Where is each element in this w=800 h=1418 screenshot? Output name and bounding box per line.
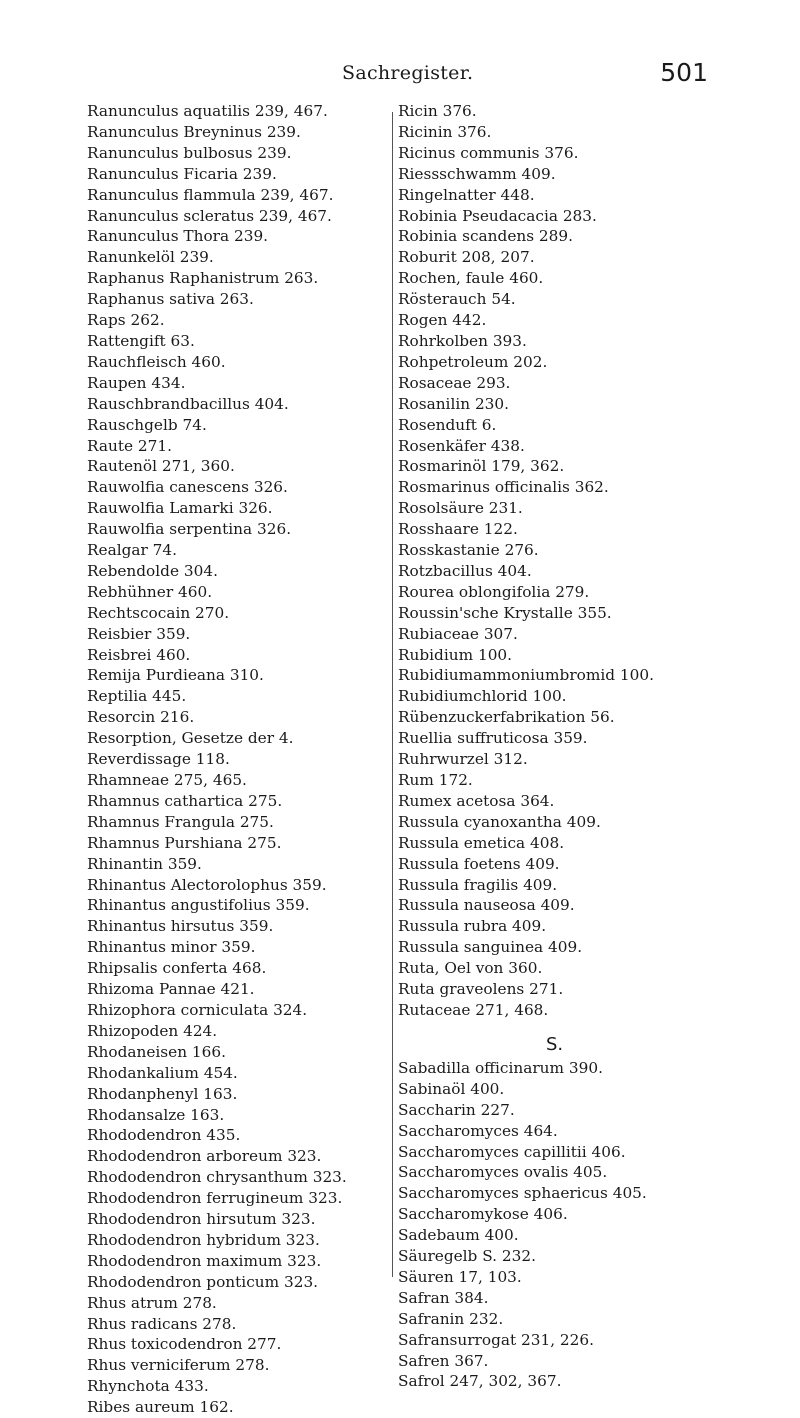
index-entry: Sabinaöl 400.	[398, 1079, 505, 1098]
index-entry: Rhinantus hirsutus 359.	[87, 917, 274, 936]
index-entry: Rhus radicans 278.	[87, 1314, 237, 1333]
index-entry: Reisbier 359.	[87, 624, 191, 643]
index-entry: Rhamnus Frangula 275.	[87, 812, 274, 831]
index-entry: Rumex acetosa 364.	[398, 791, 555, 810]
index-entry: Rosaceae 293.	[398, 373, 511, 392]
index-entry: Rattengift 63.	[87, 331, 195, 350]
index-entry: Roussin'sche Krystalle 355.	[398, 603, 612, 622]
index-entry: Rosenduft 6.	[398, 415, 497, 434]
index-entry: Safren 367.	[398, 1351, 489, 1370]
index-entry: Rösterauch 54.	[398, 290, 516, 309]
index-entry: Rhizopoden 424.	[87, 1021, 218, 1040]
index-entry: Roburit 208, 207.	[398, 248, 535, 267]
index-entry: Raute 271.	[87, 436, 172, 455]
index-entry: Rhododendron chrysanthum 323.	[87, 1168, 347, 1187]
index-entry: Rohrkolben 393.	[398, 331, 527, 350]
index-entry: Ruta graveolens 271.	[398, 980, 564, 999]
index-entry: Säuren 17, 103.	[398, 1267, 522, 1286]
index-entry: Rhododendron hirsutum 323.	[87, 1210, 316, 1229]
index-entry: Rhinantus minor 359.	[87, 938, 256, 957]
index-entry: Raphanus sativa 263.	[87, 290, 254, 309]
index-entry: Reisbrei 460.	[87, 645, 191, 664]
index-entry: Raps 262.	[87, 311, 165, 330]
index-entry: Rhinantus Alectorolophus 359.	[87, 875, 327, 894]
index-entry: Ranunculus aquatilis 239, 467.	[87, 102, 328, 120]
index-entry: Reptilia 445.	[87, 687, 187, 706]
index-entry: Saccharomyces sphaericus 405.	[398, 1184, 647, 1203]
index-entry: Rauschbrandbacillus 404.	[87, 394, 289, 413]
index-entry: Ranunculus Thora 239.	[87, 227, 269, 246]
index-entry: Ruta, Oel von 360.	[398, 959, 543, 978]
index-entry: Russula foetens 409.	[398, 854, 560, 873]
index-entry: Rhus toxicodendron 277.	[87, 1335, 282, 1354]
index-entry: Rhynchota 433.	[87, 1377, 209, 1396]
index-entry: Saccharomyces capillitii 406.	[398, 1142, 626, 1161]
index-entry: Rosmarinus officinalis 362.	[398, 478, 609, 497]
index-entry: Rubidiumchlorid 100.	[398, 687, 567, 706]
index-entry: Resorption, Gesetze der 4.	[87, 729, 294, 748]
index-entry: Sabadilla officinarum 390.	[398, 1058, 603, 1077]
index-entry: Reverdissage 118.	[87, 750, 230, 769]
index-entry: Saccharomyces ovalis 405.	[398, 1163, 608, 1182]
index-entry: Robinia Pseudacacia 283.	[398, 206, 597, 225]
index-entry: Ranunculus bulbosus 239.	[87, 143, 292, 162]
index-entry: Rebhühner 460.	[87, 582, 213, 601]
index-entry: Rourea oblongifolia 279.	[398, 582, 590, 601]
index-entry: Rum 172.	[398, 771, 473, 789]
index-entry: Rotzbacillus 404.	[398, 561, 532, 580]
index-entry: Riessschwamm 409.	[398, 164, 556, 183]
index-entry: Russula emetica 408.	[398, 833, 565, 852]
running-head	[0, 60, 800, 90]
index-entry: Safrol 247, 302, 367.	[398, 1372, 562, 1391]
index-entry: Safran 384.	[398, 1288, 489, 1307]
index-entry: Raupen 434.	[87, 373, 186, 392]
index-entry: Ricin 376.	[398, 102, 477, 120]
index-column-left	[87, 101, 387, 1418]
index-entry: Ruhrwurzel 312.	[398, 750, 528, 769]
index-entry: Rhododendron ponticum 323.	[87, 1272, 319, 1291]
index-entry: Rhus verniciferum 278.	[87, 1356, 270, 1375]
index-entry: Remija Purdieana 310.	[87, 666, 264, 685]
index-entry: Rhizophora corniculata 324.	[87, 1000, 308, 1019]
index-entry: Rhodanphenyl 163.	[87, 1084, 238, 1103]
index-entry: Rubidium 100.	[398, 645, 513, 664]
index-entry: Rhinantus angustifolius 359.	[87, 896, 310, 915]
index-entry: Saccharomykose 406.	[398, 1205, 568, 1224]
index-entry: Rosmarinöl 179, 362.	[398, 457, 565, 476]
index-entry: Ricinin 376.	[398, 122, 492, 141]
index-entry: Rubidiumammoniumbromid 100.	[398, 666, 654, 685]
index-entry: Rhus atrum 278.	[87, 1293, 217, 1312]
index-entry: Raphanus Raphanistrum 263.	[87, 269, 319, 288]
section-heading-s: S.	[546, 1033, 564, 1055]
index-entry: Safransurrogat 231, 226.	[398, 1330, 594, 1349]
index-entry: Rhododendron ferrugineum 323.	[87, 1189, 343, 1208]
index-entry: Rubiaceae 307.	[398, 624, 518, 643]
index-entry: Russula sanguinea 409.	[398, 938, 583, 957]
index-entry: Rautenöl 271, 360.	[87, 457, 235, 476]
index-entry: Rosolsäure 231.	[398, 499, 523, 518]
index-entry: Ranunculus flammula 239, 467.	[87, 185, 334, 204]
index-entry: Russula fragilis 409.	[398, 875, 558, 894]
column-divider	[392, 112, 393, 1277]
index-entry: Rebendolde 304.	[87, 561, 218, 580]
index-entry: Rechtscocain 270.	[87, 603, 230, 622]
index-entry: Russula rubra 409.	[398, 917, 547, 936]
index-entry: Russula cyanoxantha 409.	[398, 812, 601, 831]
index-entry: Rochen, faule 460.	[398, 269, 544, 288]
index-entry: Rauchfleisch 460.	[87, 352, 226, 371]
index-entry: Rhamneae 275, 465.	[87, 771, 247, 789]
index-entry: Ribes aureum 162.	[87, 1398, 234, 1417]
index-entry: Ranunculus Breyninus 239.	[87, 122, 301, 141]
index-entry: Rhododendron 435.	[87, 1126, 241, 1145]
index-entry: Rhodansalze 163.	[87, 1105, 225, 1124]
index-entry: Rosskastanie 276.	[398, 541, 539, 560]
index-entry: Saccharin 227.	[398, 1100, 515, 1119]
index-entry: Rauschgelb 74.	[87, 415, 207, 434]
index-entry: Rhododendron hybridum 323.	[87, 1230, 320, 1249]
index-entry: Saccharomyces 464.	[398, 1121, 558, 1140]
page-number: 501	[660, 58, 708, 87]
index-entry: Rosenkäfer 438.	[398, 436, 525, 455]
index-entry: Rohpetroleum 202.	[398, 352, 548, 371]
index-entry: Realgar 74.	[87, 541, 177, 560]
index-entry: Rutaceae 271, 468.	[398, 1000, 549, 1019]
index-entry: Rhododendron arboreum 323.	[87, 1147, 322, 1166]
index-entry: Safranin 232.	[398, 1309, 504, 1328]
index-entry: Ruellia suffruticosa 359.	[398, 729, 588, 748]
index-entry: Rosanilin 230.	[398, 394, 509, 413]
index-entry: Ranunkelöl 239.	[87, 248, 214, 267]
index-entry: Robinia scandens 289.	[398, 227, 573, 246]
index-entry: Rosshaare 122.	[398, 520, 518, 539]
index-entry: Rhododendron maximum 323.	[87, 1251, 322, 1270]
index-entry: Rhinantin 359.	[87, 854, 202, 873]
index-entry: Ricinus communis 376.	[398, 143, 579, 162]
index-entry: Rauwolfia Lamarki 326.	[87, 499, 273, 518]
index-column-right	[398, 101, 778, 1392]
index-entry: Russula nauseosa 409.	[398, 896, 575, 915]
index-entry: Säuregelb S. 232.	[398, 1247, 536, 1266]
index-entry: Sadebaum 400.	[398, 1226, 519, 1245]
index-entry: Rogen 442.	[398, 311, 487, 330]
index-entry: Ranunculus Ficaria 239.	[87, 164, 277, 183]
index-entry: Rhipsalis conferta 468.	[87, 959, 267, 978]
index-entry: Rübenzuckerfabrikation 56.	[398, 708, 615, 727]
index-entry: Resorcin 216.	[87, 708, 195, 727]
index-entry: Ringelnatter 448.	[398, 185, 535, 204]
index-entry: Rauwolfia serpentina 326.	[87, 520, 292, 539]
index-entry: Rhodaneisen 166.	[87, 1042, 226, 1061]
index-entry: Rhamnus Purshiana 275.	[87, 833, 282, 852]
index-entry: Rauwolfia canescens 326.	[87, 478, 288, 497]
index-entry: Rhizoma Pannae 421.	[87, 980, 255, 999]
index-entry: Ranunculus scleratus 239, 467.	[87, 206, 332, 225]
index-entry: Rhamnus cathartica 275.	[87, 791, 283, 810]
page-title: Sachregister.	[342, 62, 474, 84]
index-entry: Rhodankalium 454.	[87, 1063, 238, 1082]
